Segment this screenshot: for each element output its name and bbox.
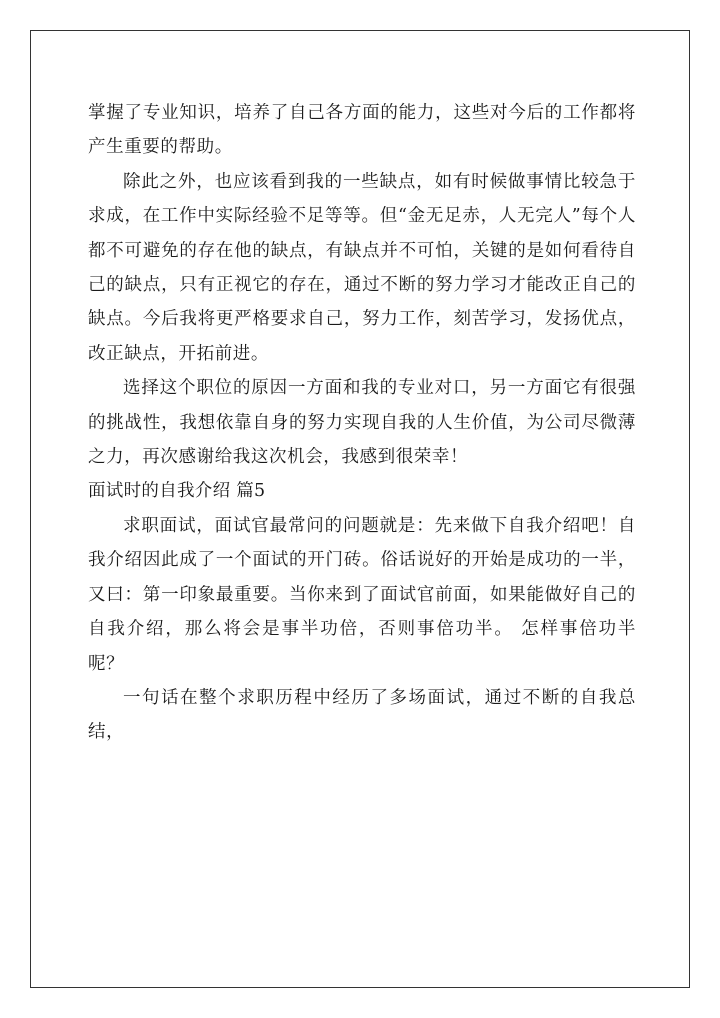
paragraph-skills: 掌握了专业知识，培养了自己各方面的能力，这些对今后的工作都将产生重要的帮助。 xyxy=(88,103,636,158)
section-heading: 面试时的自我介绍 篇5 xyxy=(88,481,266,502)
paragraph-interview-intro: 求职面试，面试官最常问的问题就是：先来做下自我介绍吧！自我介绍因此成了一个面试的开门砖。俗话说好的开始是成功的一半，又曰：第一印象最重要。当你来到了面试官前面，如果能做好自己的自我介绍，那么将会是事半功倍，否则事倍功半。 怎样事倍功半呢？ xyxy=(88,515,636,674)
paragraph-job-choice: 选择这个职位的原因一方面和我的专业对口，另一方面它有很强的挑战性，我想依靠自身的努力实现自我的人生价值，为公司尽微薄之力，再次感谢给我这次机会，我感到很荣幸！ xyxy=(88,378,636,468)
document-body xyxy=(88,96,636,750)
paragraph-shortcomings: 除此之外，也应该看到我的一些缺点，如有时候做事情比较急于求成，在工作中实际经验不足等等。但“金无足赤，人无完人”每个人都不可避免的存在他的缺点，有缺点并不可怕，关键的是如何看待自己的缺点，只有正视它的存在，通过不断的努力学习才能改正自己的缺点。今后我将更严格要求自己，努力工作，刻苦学习，发扬优点，改正缺点，开拓前进。 xyxy=(88,171,636,364)
paragraph-experience: 一句话在整个求职历程中经历了多场面试，通过不断的自我总结， xyxy=(88,687,636,743)
